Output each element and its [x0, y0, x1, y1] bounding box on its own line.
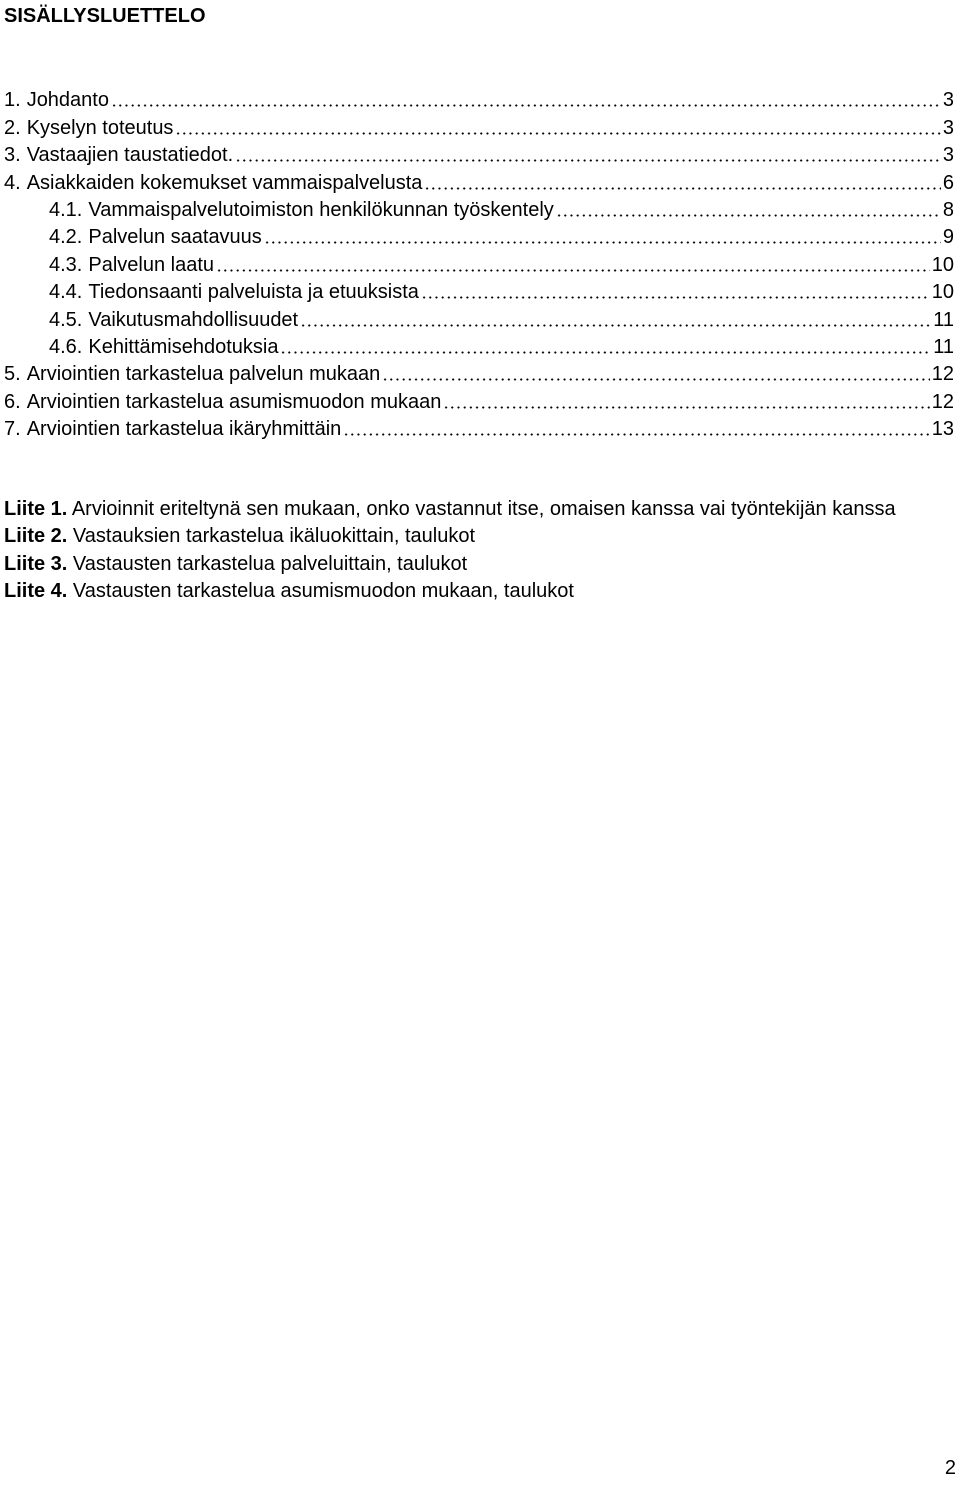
table-of-contents — [4, 85, 954, 441]
dot-leader — [382, 378, 930, 381]
toc-entry-title: Kyselyn toteutus — [26, 116, 174, 139]
toc-entry-palvelun-saatavuus — [4, 222, 954, 249]
toc-entry-title: Vaikutusmahdollisuudet — [88, 308, 299, 331]
dot-leader — [556, 214, 941, 217]
toc-entry-number: 4.1. — [49, 198, 83, 221]
toc-entry-page: 3 — [942, 144, 954, 167]
toc-entry-number: 4.2. — [49, 226, 83, 249]
toc-entry-johdanto — [4, 85, 954, 112]
dot-leader — [421, 296, 930, 299]
appendix-label: Liite 1. — [4, 498, 68, 520]
appendix-text: Vastausten tarkastelua asumismuodon mukaan, taulukot — [67, 580, 574, 603]
appendix-label: Liite 3. — [4, 552, 68, 575]
appendix-item — [4, 551, 954, 578]
toc-entry-page: 3 — [942, 116, 954, 139]
toc-entry-page: 13 — [931, 418, 954, 441]
toc-entry-page: 10 — [931, 281, 954, 304]
toc-entry-vaikutusmahdollisuudet — [4, 304, 954, 331]
toc-entry-title: Vastaajien taustatiedot. — [26, 144, 234, 167]
toc-entry-palvelun-mukaan — [4, 359, 954, 386]
dot-leader — [280, 351, 931, 354]
appendix-text: Arvioinnit eriteltynä sen mukaan, onko vastannut itse, omaisen kanssa vai työntekijän kanssa — [67, 498, 896, 520]
toc-entry-page: 6 — [942, 171, 954, 194]
toc-entry-page: 9 — [942, 226, 954, 249]
toc-entry-title: Asiakkaiden kokemukset vammaispalvelusta — [26, 171, 423, 194]
appendix-text: Vastauksien tarkastelua ikäluokittain, taulukot — [67, 525, 475, 548]
toc-entry-title: Arviointien tarkastelua palvelun mukaan — [26, 363, 381, 386]
toc-entry-page: 8 — [942, 198, 954, 221]
toc-entry-vastaajien-taustatiedot — [4, 140, 954, 167]
appendix-label: Liite 2. — [4, 525, 68, 548]
toc-entry-number: 4. — [4, 171, 21, 194]
appendix-item — [4, 523, 954, 550]
dot-leader — [424, 187, 940, 190]
dot-leader — [343, 433, 929, 436]
toc-entry-title: Vammaispalvelutoimiston henkilökunnan työskentely — [88, 198, 554, 221]
toc-entry-page: 10 — [931, 253, 954, 276]
dot-leader — [216, 269, 930, 272]
toc-entry-kehittamisehdotuksia — [4, 332, 954, 359]
toc-entry-kyselyn-toteutus — [4, 112, 954, 139]
toc-entry-title: Tiedonsaanti palveluista ja etuuksista — [88, 281, 419, 304]
toc-entry-title: Arviointien tarkastelua ikäryhmittäin — [26, 418, 342, 441]
toc-entry-number: 5. — [4, 363, 21, 386]
appendix-item — [4, 496, 954, 523]
toc-entry-palvelun-laatu — [4, 249, 954, 276]
toc-entry-number: 7. — [4, 418, 21, 441]
toc-entry-number: 2. — [4, 116, 21, 139]
toc-entry-asumismuodon-mukaan — [4, 386, 954, 413]
toc-entry-page: 11 — [933, 308, 954, 331]
dot-leader — [264, 241, 941, 244]
appendix-item — [4, 578, 954, 605]
toc-entry-title: Palvelun laatu — [88, 253, 215, 276]
dot-leader — [443, 406, 929, 409]
toc-entry-page: 3 — [942, 89, 954, 112]
dot-leader — [175, 132, 940, 135]
toc-entry-number: 1. — [4, 89, 21, 112]
toc-entry-number: 3. — [4, 144, 21, 167]
dot-leader — [111, 104, 941, 107]
appendix-label: Liite 4. — [4, 580, 68, 603]
toc-entry-title: Arviointien tarkastelua asumismuodon mukaan — [26, 390, 442, 413]
dot-leader — [300, 324, 931, 327]
toc-entry-henkilokunnan-tyoskentely — [4, 195, 954, 222]
toc-entry-tiedonsaanti — [4, 277, 954, 304]
toc-entry-title: Kehittämisehdotuksia — [88, 335, 279, 358]
toc-entry-number: 4.3. — [49, 253, 83, 276]
toc-entry-ikaryhmittain — [4, 414, 954, 441]
toc-entry-page: 12 — [931, 390, 954, 413]
toc-entry-asiakkaiden-kokemukset — [4, 167, 954, 194]
page-number: 2 — [944, 1457, 956, 1479]
toc-entry-page: 11 — [933, 335, 954, 358]
toc-entry-number: 4.5. — [49, 308, 83, 331]
toc-entry-number: 6. — [4, 390, 21, 413]
page-title: SISÄLLYSLUETTELO — [4, 5, 206, 27]
toc-entry-title: Palvelun saatavuus — [88, 226, 262, 249]
appendix-list — [4, 496, 954, 606]
toc-entry-number: 4.6. — [49, 335, 83, 358]
appendix-text: Vastausten tarkastelua palveluittain, taulukot — [67, 552, 468, 575]
toc-entry-title: Johdanto — [26, 89, 109, 112]
toc-entry-number: 4.4. — [49, 281, 83, 304]
toc-entry-page: 12 — [931, 363, 954, 386]
dot-leader — [235, 159, 941, 162]
